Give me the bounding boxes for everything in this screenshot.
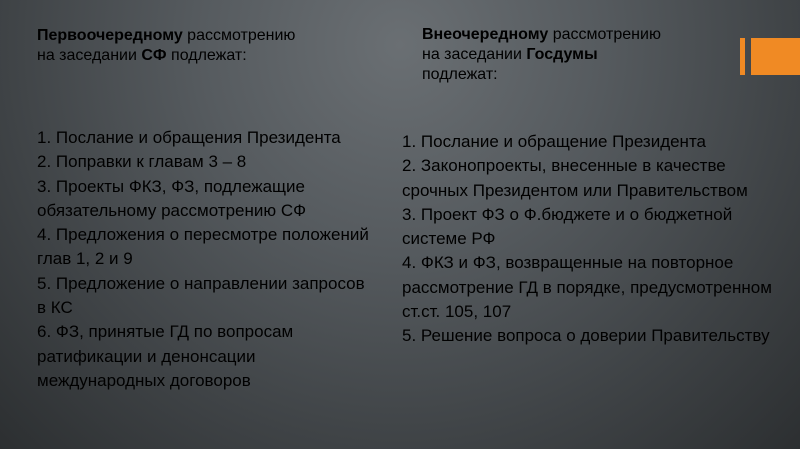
- list-item: 5. Решение вопроса о доверии Правительству: [402, 326, 770, 346]
- left-header-bold-2: СФ: [141, 47, 167, 64]
- right-header-bold-1: Внеочередному: [422, 26, 549, 43]
- right-list: [402, 130, 782, 349]
- left-header-text-1: рассмотрению: [182, 27, 296, 44]
- list-item: 4. ФКЗ и ФЗ, возвращенные на повторное рассмотрение ГД в порядке, предусмотренном ст.ст. 105, 107: [402, 253, 772, 322]
- left-header-bold-1: Первоочередному: [37, 27, 183, 44]
- list-item: 1. Послание и обращение Президента: [402, 132, 706, 151]
- list-item: 5. Предложение о направлении запросов в КС: [37, 273, 365, 318]
- left-header-text-2: на заседании: [37, 47, 142, 64]
- right-header-text-2: на заседании: [422, 46, 527, 63]
- right-header-text-1: рассмотрению: [548, 26, 661, 43]
- right-header-text-3: подлежат:: [422, 66, 498, 83]
- list-item: 3. Проект ФЗ о Ф.бюджете и о бюджетной системе РФ: [402, 204, 733, 249]
- list-item: 2. Поправки к главам 3 – 8: [37, 152, 247, 172]
- right-column-header: [422, 25, 742, 85]
- accent-bar-block: [751, 38, 800, 75]
- list-item: 3. Проекты ФКЗ, ФЗ, подлежащие обязательному рассмотрению СФ: [37, 176, 307, 220]
- left-list: [37, 126, 377, 393]
- list-item: 4. Предложения о пересмотре положений глав 1, 2 и 9: [37, 225, 369, 269]
- left-column-header: [37, 26, 377, 66]
- right-header-bold-2: Госдумы: [526, 46, 598, 63]
- list-item: 6. ФЗ, принятые ГД по вопросам ратификации и денонсации международных договоров: [37, 322, 294, 390]
- list-item: 1. Послание и обращения Президента: [37, 128, 341, 147]
- list-item: 2. Законопроекты, внесенные в качестве срочных Президентом или Правительством: [402, 156, 748, 200]
- left-header-text-3: подлежат:: [166, 47, 247, 64]
